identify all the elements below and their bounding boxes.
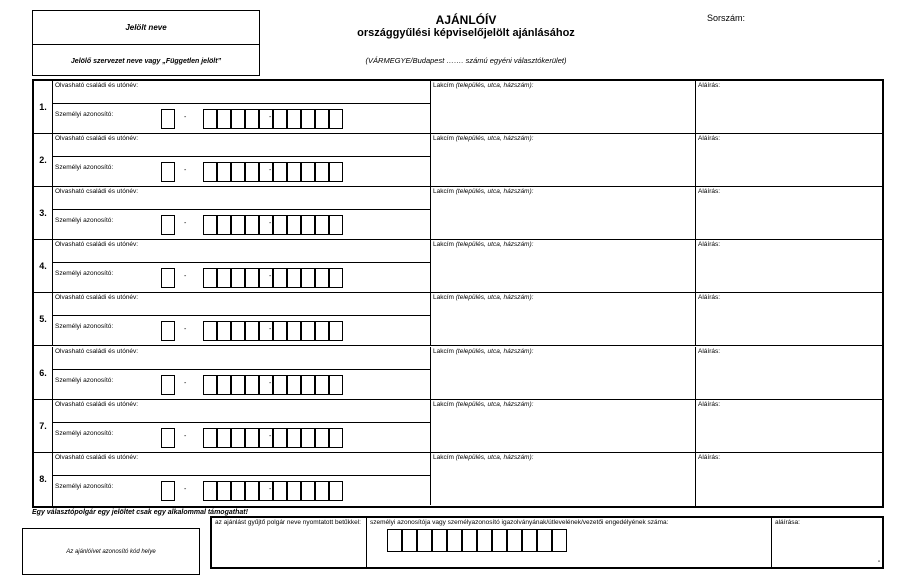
voter-name-field[interactable] <box>53 134 431 157</box>
voter-id-label: Személyi azonosító: <box>55 323 114 331</box>
candidate-info-box <box>32 10 260 76</box>
id-digit-box[interactable] <box>287 268 301 288</box>
voter-signature-label: Aláírás: <box>698 241 721 249</box>
id-digit-box[interactable] <box>203 268 217 288</box>
id-digit-box[interactable] <box>203 481 217 501</box>
collector-id-label: személyi azonosítója vagy személyazonosító igazolványának/útlevelének/vezetői engedélyének száma: <box>370 519 669 526</box>
voter-name-label: Olvasható családi és utónév: <box>55 188 139 196</box>
voter-name-label: Olvasható családi és utónév: <box>55 400 139 408</box>
form-code-box <box>22 528 200 575</box>
id-digit-box[interactable] <box>245 215 259 235</box>
collector-id-digit-box[interactable] <box>462 529 477 552</box>
id-digit-box[interactable] <box>329 321 343 341</box>
id-digit-box[interactable] <box>231 268 245 288</box>
id-digit-box[interactable] <box>203 375 217 395</box>
id-digit-box[interactable] <box>245 162 259 182</box>
table-row <box>34 134 882 187</box>
id-digit-box[interactable] <box>329 215 343 235</box>
id-digit-box[interactable] <box>245 375 259 395</box>
row-number: 1. <box>34 81 53 133</box>
id-digit-box[interactable] <box>203 428 217 448</box>
id-digit-box[interactable] <box>315 428 329 448</box>
voter-name-label: Olvasható családi és utónév: <box>55 347 139 355</box>
id-digit-box[interactable] <box>273 321 287 341</box>
id-separator: - <box>184 432 187 440</box>
collector-section <box>210 516 884 569</box>
id-digit-box[interactable] <box>273 215 287 235</box>
voter-signature-field[interactable] <box>696 240 882 292</box>
voter-address-field[interactable] <box>431 187 696 239</box>
id-digit-box[interactable] <box>231 375 245 395</box>
voter-signature-label: Aláírás: <box>698 82 721 89</box>
voter-signature-label: Aláírás: <box>698 294 721 302</box>
id-digit-box[interactable] <box>315 268 329 288</box>
voter-id-field <box>53 370 431 399</box>
voter-name-field[interactable] <box>53 453 431 476</box>
id-separator: - <box>184 326 187 334</box>
voter-id-field <box>53 263 431 292</box>
voter-name-field[interactable] <box>53 187 431 210</box>
id-separator: - <box>184 379 187 387</box>
id-digit-box[interactable] <box>217 481 231 501</box>
collector-id-digit-box[interactable] <box>387 529 402 552</box>
voter-id-label: Személyi azonosító: <box>55 482 114 490</box>
id-digit-box[interactable] <box>231 321 245 341</box>
id-digit-box[interactable] <box>245 109 259 129</box>
voter-id-field <box>53 423 431 452</box>
voter-signature-field[interactable] <box>696 293 882 345</box>
voter-name-field[interactable] <box>53 240 431 263</box>
id-digit-box[interactable] <box>273 375 287 395</box>
id-digit-box[interactable] <box>161 375 175 395</box>
id-digit-box[interactable] <box>161 215 175 235</box>
voter-address-label: Lakcím <box>433 241 456 249</box>
collector-id-digit-box[interactable] <box>432 529 447 552</box>
voter-signature-field[interactable] <box>696 187 882 239</box>
voter-name-label: Olvasható családi és utónév: <box>55 241 139 249</box>
voter-address-field[interactable] <box>431 400 696 452</box>
id-digit-box[interactable] <box>217 428 231 448</box>
id-digit-box[interactable] <box>301 109 315 129</box>
voter-address-hint: (település, utca, házszám): <box>455 241 534 249</box>
id-digit-box[interactable] <box>287 215 301 235</box>
voter-name-field[interactable] <box>53 293 431 316</box>
id-digit-box[interactable] <box>301 162 315 182</box>
table-row <box>34 453 882 506</box>
id-separator: - <box>269 220 272 228</box>
id-digit-box[interactable] <box>329 162 343 182</box>
recommendation-table <box>32 79 884 508</box>
voter-name-label: Olvasható családi és utónév: <box>55 453 139 461</box>
voter-address-label: Lakcím <box>433 188 456 196</box>
id-digit-box[interactable] <box>231 481 245 501</box>
id-digit-box[interactable] <box>161 268 175 288</box>
collector-id-digit-box[interactable] <box>522 529 537 552</box>
id-digit-box[interactable] <box>161 428 175 448</box>
voter-address-field[interactable] <box>431 240 696 292</box>
id-separator: - <box>184 273 187 281</box>
candidate-name-field[interactable] <box>33 11 259 45</box>
voter-address-hint: (település, utca, házszám): <box>455 135 534 143</box>
voter-signature-field[interactable] <box>696 134 882 186</box>
voter-address-hint: (település, utca, házszám): <box>455 400 534 408</box>
id-digit-box[interactable] <box>161 109 175 129</box>
form-title: AJÁNLÓÍV <box>435 13 497 27</box>
voter-address-label: Lakcím <box>433 135 456 143</box>
table-row <box>34 240 882 293</box>
voter-signature-label: Aláírás: <box>698 400 721 408</box>
voter-signature-label: Aláírás: <box>698 453 721 461</box>
id-separator: - <box>269 167 272 175</box>
voter-address-field[interactable] <box>431 134 696 186</box>
id-digit-box[interactable] <box>231 428 245 448</box>
collector-signature-label: aláírása: <box>775 519 800 526</box>
voter-signature-label: Aláírás: <box>698 135 721 143</box>
id-digit-box[interactable] <box>329 109 343 129</box>
id-digit-box[interactable] <box>273 481 287 501</box>
voter-signature-field[interactable] <box>696 400 882 452</box>
id-digit-box[interactable] <box>245 428 259 448</box>
id-digit-box[interactable] <box>161 162 175 182</box>
voter-address-field[interactable] <box>431 347 696 399</box>
form-code-label: Az ajánlóívet azonosító kód helye <box>66 548 156 555</box>
id-digit-box[interactable] <box>273 428 287 448</box>
id-digit-box[interactable] <box>217 215 231 235</box>
id-digit-box[interactable] <box>273 162 287 182</box>
voter-name-field[interactable] <box>53 400 431 423</box>
id-digit-box[interactable] <box>301 268 315 288</box>
collector-id-digit-box[interactable] <box>552 529 567 552</box>
id-digit-box[interactable] <box>329 481 343 501</box>
voter-id-field <box>53 104 431 133</box>
id-digit-box[interactable] <box>231 215 245 235</box>
id-digit-box[interactable] <box>287 375 301 395</box>
id-digit-box[interactable] <box>315 481 329 501</box>
id-digit-box[interactable] <box>203 162 217 182</box>
id-digit-box[interactable] <box>161 481 175 501</box>
collector-name-field[interactable] <box>212 518 367 567</box>
nominating-org-label: Jelölő szervezet neve vagy „Független jelölt” <box>70 57 222 65</box>
id-digit-box[interactable] <box>329 375 343 395</box>
voter-id-label: Személyi azonosító: <box>55 270 114 278</box>
table-row <box>34 187 882 240</box>
id-digit-box[interactable] <box>301 481 315 501</box>
id-digit-box[interactable] <box>217 321 231 341</box>
id-digit-box[interactable] <box>301 215 315 235</box>
voter-address-label: Lakcím <box>433 453 456 461</box>
voter-address-label: Lakcím <box>433 347 456 355</box>
collector-id-digit-box[interactable] <box>537 529 552 552</box>
voter-signature-label: Aláírás: <box>698 188 721 196</box>
id-digit-box[interactable] <box>245 481 259 501</box>
serial-number-label: Sorszám: <box>707 13 746 23</box>
id-digit-box[interactable] <box>287 481 301 501</box>
page-mark: " <box>878 561 881 567</box>
candidate-name-label: Jelölt neve <box>125 23 167 32</box>
row-number: 5. <box>34 293 53 345</box>
voter-address-field[interactable] <box>431 81 696 133</box>
id-separator: - <box>184 220 187 228</box>
voter-id-label: Személyi azonosító: <box>55 164 114 172</box>
collector-id-field <box>367 518 772 567</box>
collector-id-digit-box[interactable] <box>402 529 417 552</box>
id-digit-box[interactable] <box>287 321 301 341</box>
voter-address-hint: (település, utca, házszám): <box>455 347 534 355</box>
id-digit-box[interactable] <box>301 321 315 341</box>
id-separator: - <box>269 379 272 387</box>
voter-address-hint: (település, utca, házszám): <box>455 188 534 196</box>
id-digit-box[interactable] <box>329 268 343 288</box>
id-digit-box[interactable] <box>315 375 329 395</box>
table-row <box>34 81 882 134</box>
voter-id-field <box>53 157 431 186</box>
voter-name-field[interactable] <box>53 81 431 104</box>
row-number: 4. <box>34 240 53 292</box>
voter-address-hint: (település, utca, házszám): <box>455 294 534 302</box>
id-digit-box[interactable] <box>203 215 217 235</box>
id-digit-box[interactable] <box>203 109 217 129</box>
voter-address-label: Lakcím <box>433 400 456 408</box>
id-separator: - <box>184 167 187 175</box>
row-number: 8. <box>34 453 53 506</box>
id-digit-box[interactable] <box>231 109 245 129</box>
voter-id-label: Személyi azonosító: <box>55 376 114 384</box>
voter-signature-field[interactable] <box>696 81 882 133</box>
id-digit-box[interactable] <box>315 321 329 341</box>
id-digit-box[interactable] <box>315 215 329 235</box>
collector-id-digit-box[interactable] <box>492 529 507 552</box>
row-number: 7. <box>34 400 53 452</box>
id-separator: - <box>269 432 272 440</box>
voter-address-label: Lakcím <box>433 82 456 89</box>
id-digit-box[interactable] <box>273 268 287 288</box>
id-digit-box[interactable] <box>245 268 259 288</box>
form-title-subline: országgyűlési képviselőjelölt ajánlásához <box>357 27 575 39</box>
voter-name-label: Olvasható családi és utónév: <box>55 294 139 302</box>
id-digit-box[interactable] <box>287 109 301 129</box>
id-separator: - <box>269 326 272 334</box>
id-separator: - <box>269 114 272 121</box>
voter-address-label: Lakcím <box>433 294 456 302</box>
id-digit-box[interactable] <box>329 428 343 448</box>
row-number: 3. <box>34 187 53 239</box>
voter-id-label: Személyi azonosító: <box>55 429 114 437</box>
id-digit-box[interactable] <box>203 321 217 341</box>
row-number: 2. <box>34 134 53 186</box>
id-digit-box[interactable] <box>287 428 301 448</box>
id-digit-box[interactable] <box>287 162 301 182</box>
id-digit-box[interactable] <box>315 109 329 129</box>
voter-signature-field[interactable] <box>696 347 882 399</box>
id-separator: - <box>269 273 272 281</box>
voter-signature-field[interactable] <box>696 453 882 506</box>
id-digit-box[interactable] <box>217 109 231 129</box>
id-digit-box[interactable] <box>217 375 231 395</box>
table-row <box>34 400 882 453</box>
one-support-notice: Egy választópolgár egy jelöltet csak egy alkalommal támogathat! <box>32 509 248 516</box>
collector-name-label: az ajánlást gyűjtő polgár neve nyomtatott betűkkel: <box>215 519 361 526</box>
voter-id-field <box>53 316 431 345</box>
voter-signature-label: Aláírás: <box>698 347 721 355</box>
id-digit-box[interactable] <box>301 428 315 448</box>
id-digit-box[interactable] <box>315 162 329 182</box>
voter-address-hint: (település, utca, házszám): <box>455 82 534 89</box>
id-digit-box[interactable] <box>273 109 287 129</box>
voter-address-hint: (település, utca, házszám): <box>455 453 534 461</box>
voter-id-field <box>53 476 431 505</box>
voter-id-label: Személyi azonosító: <box>55 111 114 118</box>
collector-id-digit-box[interactable] <box>417 529 432 552</box>
id-separator: - <box>184 114 187 121</box>
row-number: 6. <box>34 347 53 399</box>
id-separator: - <box>269 485 272 493</box>
table-row <box>34 293 882 346</box>
nominating-org-field[interactable] <box>33 45 259 77</box>
collector-signature-field[interactable] <box>772 518 882 567</box>
id-digit-box[interactable] <box>301 375 315 395</box>
id-digit-box[interactable] <box>217 268 231 288</box>
voter-id-field <box>53 210 431 239</box>
collector-id-digit-box[interactable] <box>447 529 462 552</box>
collector-id-digit-box[interactable] <box>477 529 492 552</box>
voter-name-label: Olvasható családi és utónév: <box>55 135 139 143</box>
district-subtitle: (VÁRMEGYE/Budapest ……. számú egyéni választókerület) <box>365 56 567 65</box>
id-digit-box[interactable] <box>161 321 175 341</box>
id-digit-box[interactable] <box>217 162 231 182</box>
table-row <box>34 347 882 400</box>
collector-id-digit-box[interactable] <box>507 529 522 552</box>
id-digit-box[interactable] <box>231 162 245 182</box>
voter-name-label: Olvasható családi és utónév: <box>55 82 139 89</box>
id-digit-box[interactable] <box>245 321 259 341</box>
id-separator: - <box>184 485 187 493</box>
voter-address-field[interactable] <box>431 293 696 345</box>
voter-name-field[interactable] <box>53 347 431 370</box>
voter-address-field[interactable] <box>431 453 696 506</box>
voter-id-label: Személyi azonosító: <box>55 217 114 225</box>
